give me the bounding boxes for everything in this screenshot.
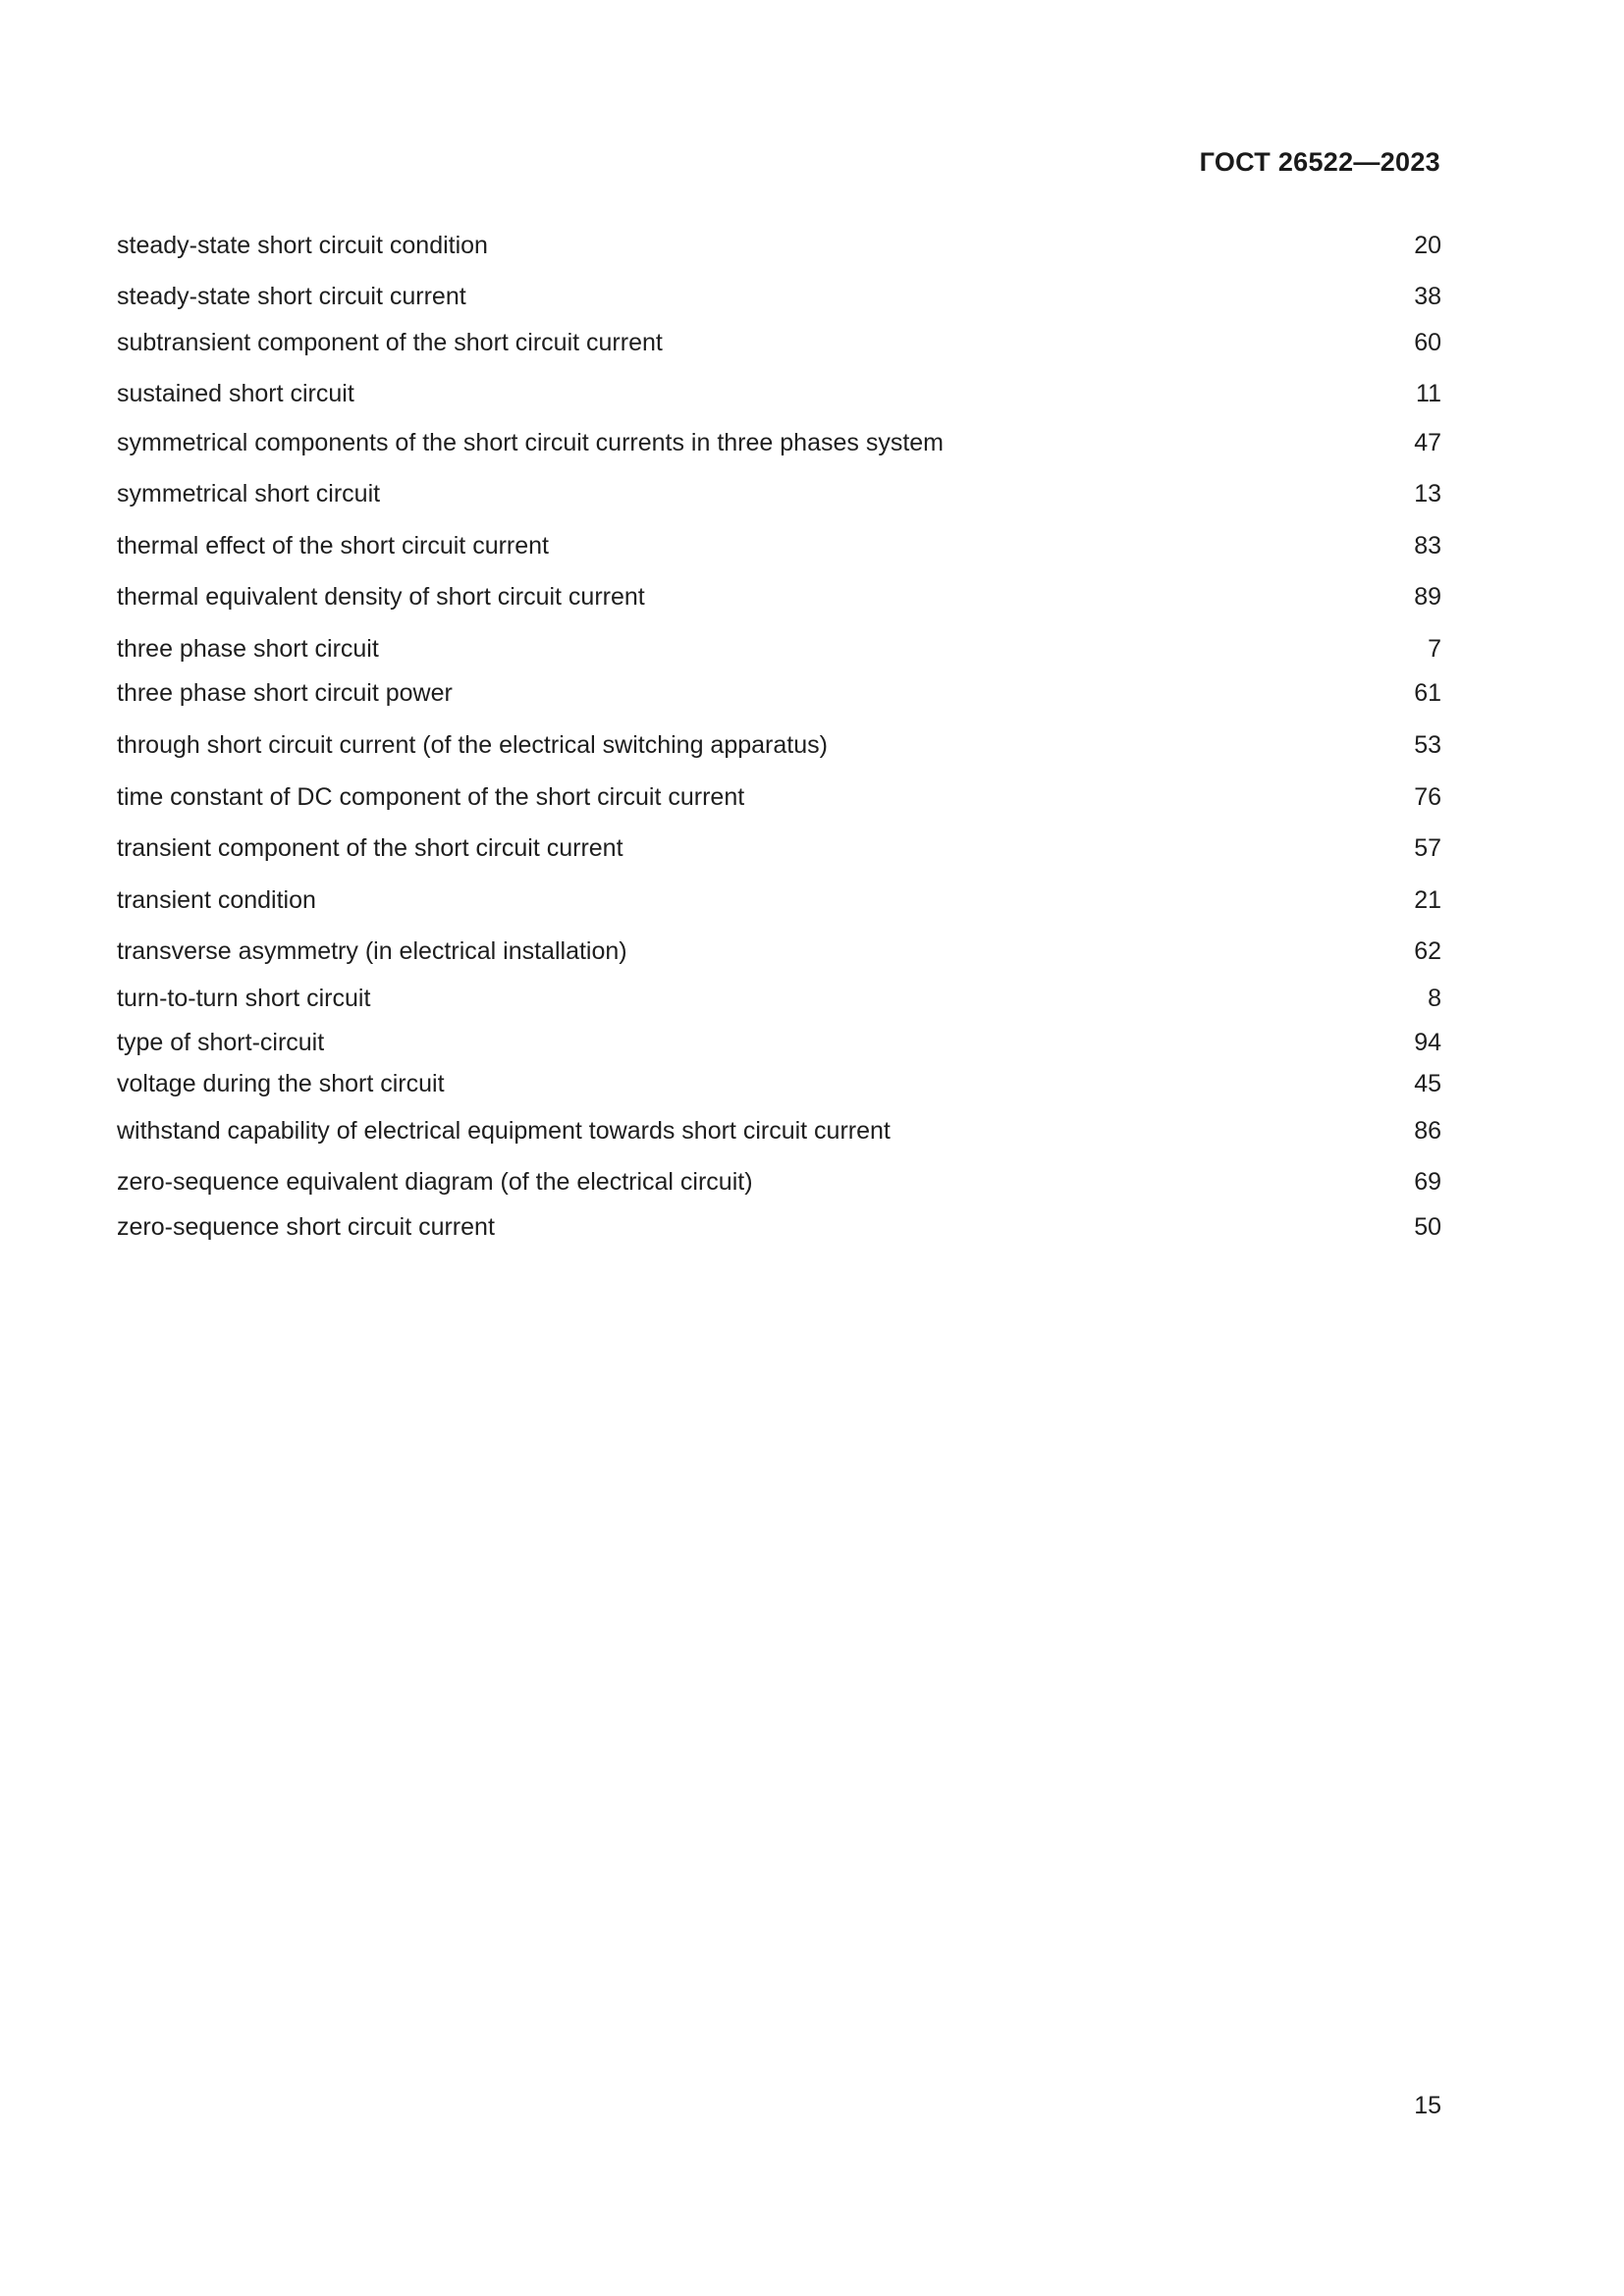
index-term: three phase short circuit power	[117, 679, 453, 707]
index-page-ref: 13	[1414, 480, 1441, 507]
index-entry	[117, 1209, 1441, 1245]
index-term: through short circuit current (of the electrical switching apparatus)	[117, 731, 828, 759]
index-entry	[117, 376, 1441, 411]
index-term: symmetrical short circuit	[117, 480, 381, 507]
index-entry	[117, 325, 1441, 360]
index-term: zero-sequence short circuit current	[117, 1213, 495, 1241]
document-standard-id: ГОСТ 26522—2023	[1199, 147, 1440, 177]
index-page-ref: 60	[1414, 329, 1441, 356]
index-page-ref: 50	[1414, 1213, 1441, 1241]
index-page-ref: 86	[1414, 1117, 1441, 1145]
index-term: subtransient component of the short circuit current	[117, 329, 663, 356]
index-term: symmetrical components of the short circuit currents in three phases system	[117, 429, 944, 456]
index-page-ref: 47	[1414, 429, 1441, 456]
index-entry	[117, 727, 1441, 763]
index-entry	[117, 476, 1441, 511]
index-page-ref: 38	[1414, 283, 1441, 310]
index-term: steady-state short circuit current	[117, 283, 466, 310]
index-term: type of short-circuit	[117, 1029, 325, 1056]
index-page-ref: 61	[1414, 679, 1441, 707]
index-term: steady-state short circuit condition	[117, 232, 488, 259]
index-page-ref: 57	[1414, 834, 1441, 862]
index-entry	[117, 981, 1441, 1016]
index-page-ref: 20	[1414, 232, 1441, 259]
index-entry	[117, 882, 1441, 918]
index-entry	[117, 1066, 1441, 1101]
index-entry	[117, 228, 1441, 263]
index-term: voltage during the short circuit	[117, 1070, 445, 1097]
index-entry	[117, 279, 1441, 314]
index-entry	[117, 579, 1441, 614]
index-page-ref: 89	[1414, 583, 1441, 611]
index-term: sustained short circuit	[117, 380, 354, 407]
index-page-ref: 21	[1414, 886, 1441, 914]
index-page-ref: 8	[1428, 985, 1441, 1012]
index-page-ref: 53	[1414, 731, 1441, 759]
index-entry	[117, 675, 1441, 711]
index-page-ref: 83	[1414, 532, 1441, 560]
index-page-ref: 7	[1428, 635, 1441, 663]
index-page-ref: 45	[1414, 1070, 1441, 1097]
index-term: withstand capability of electrical equipment towards short circuit current	[117, 1117, 891, 1145]
index-entry	[117, 528, 1441, 563]
index-page-ref: 11	[1416, 380, 1441, 407]
index-term: turn-to-turn short circuit	[117, 985, 371, 1012]
index-term: transverse asymmetry (in electrical installation)	[117, 937, 627, 965]
index-term: transient condition	[117, 886, 316, 914]
index-entry	[117, 830, 1441, 866]
index-term: zero-sequence equivalent diagram (of the electrical circuit)	[117, 1168, 753, 1196]
index-page-ref: 76	[1414, 783, 1441, 811]
index-term: thermal effect of the short circuit current	[117, 532, 550, 560]
index-page-ref: 69	[1414, 1168, 1441, 1196]
index-page-ref: 94	[1414, 1029, 1441, 1056]
page-number: 15	[1414, 2092, 1441, 2119]
index-page-ref: 62	[1414, 937, 1441, 965]
index-term: transient component of the short circuit current	[117, 834, 623, 862]
index-entry	[117, 631, 1441, 667]
index-entry	[117, 934, 1441, 969]
index-entry	[117, 779, 1441, 815]
index-term: time constant of DC component of the short circuit current	[117, 783, 745, 811]
index-entry	[117, 1113, 1441, 1148]
index-entry	[117, 1025, 1441, 1060]
index-entry	[117, 1164, 1441, 1200]
index-entry	[117, 425, 1441, 460]
index-term: thermal equivalent density of short circuit current	[117, 583, 645, 611]
index-term: three phase short circuit	[117, 635, 379, 663]
